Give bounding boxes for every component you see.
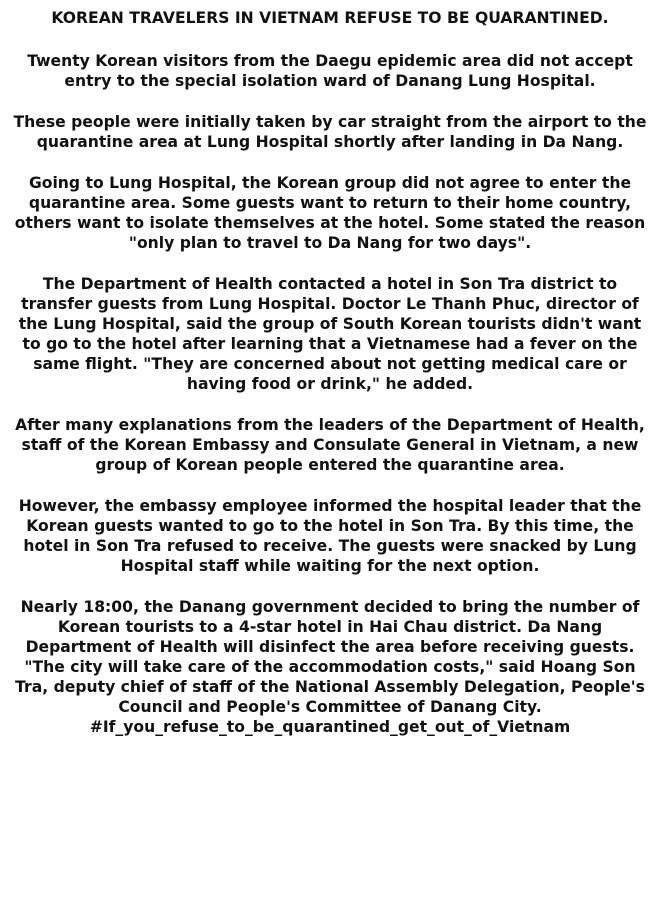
document-body [8, 0, 652, 737]
paragraph-6: However, the embassy employee informed the hospital leader that the Korean guests wanted to go to the hotel in Son Tra. By this time, the hotel in Son Tra refused to receive. The guests were snacked by Lung Hospital staff while waiting for the next option. [18, 497, 642, 575]
paragraph-7: Nearly 18:00, the Danang government decided to bring the number of Korean tourists to a 4-star hotel in Hai Chau district. Da Nang Department of Health will disinfect the area before receiving guests. "The city will take care of the accommodation costs," said Hoang Son Tra, deputy chief of staff of the National Assembly Delegation, People's Council and People's Committee of Danang City. [15, 598, 645, 716]
paragraph-4: The Department of Health contacted a hotel in Son Tra district to transfer guests from Lung Hospital. Doctor Le Thanh Phuc, director of the Lung Hospital, said the group of South Korean tourists didn't want to go to the hotel after learning that a Vietnamese had a fever on the same flight. "They are concerned about not getting medical care or having food or drink," he added. [18, 275, 642, 393]
paragraph-3: Going to Lung Hospital, the Korean group did not agree to enter the quarantine area. Some guests want to return to their home country, others want to isolate themselves at the hotel. Some stated the reason "only plan to travel to Da Nang for two days". [14, 174, 646, 252]
paragraph-5: After many explanations from the leaders of the Department of Health, staff of the Korean Embassy and Consulate General in Vietnam, a new group of Korean people entered the quarantine area. [15, 416, 645, 474]
paragraph-2: These people were initially taken by car straight from the airport to the quarantine area at Lung Hospital shortly after landing in Da Nang. [13, 113, 647, 151]
hashtag: #If_you_refuse_to_be_quarantined_get_out_of_Vietnam [89, 718, 571, 736]
paragraph-1: Twenty Korean visitors from the Daegu epidemic area did not accept entry to the special isolation ward of Danang Lung Hospital. [27, 52, 633, 90]
document-title: KOREAN TRAVELERS IN VIETNAM REFUSE TO BE QUARANTINED. [51, 9, 609, 27]
